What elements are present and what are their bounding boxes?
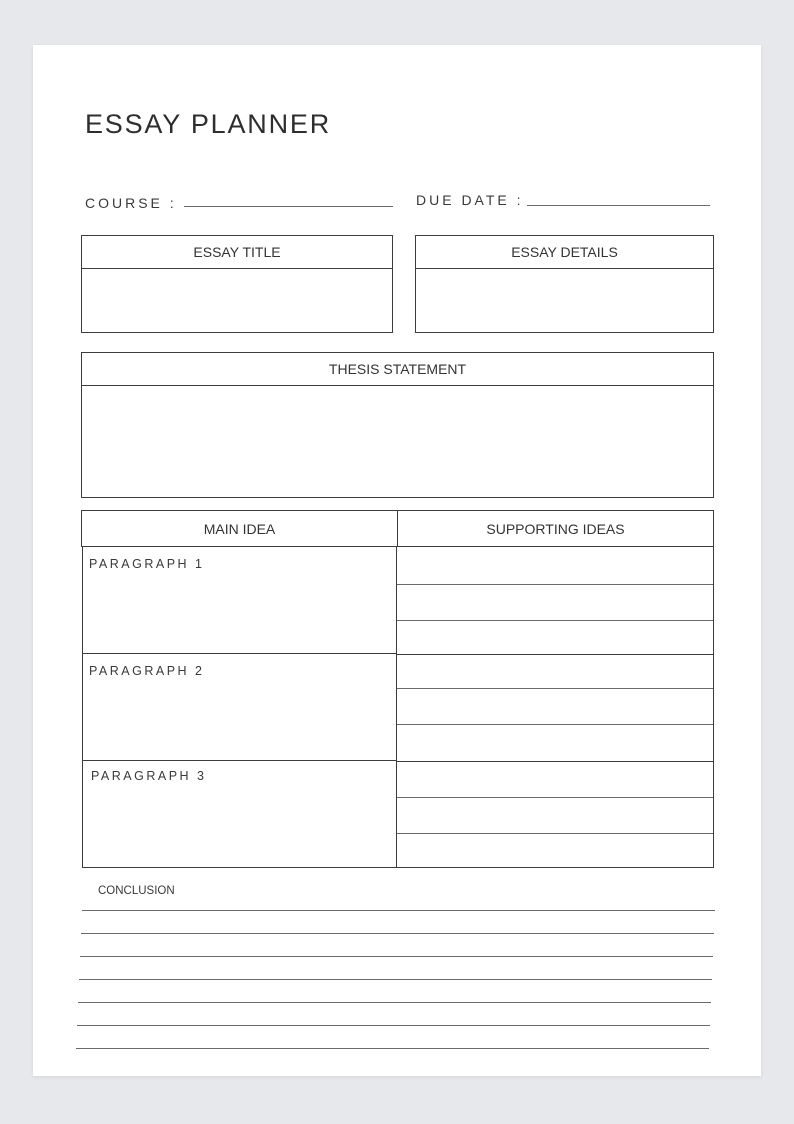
paragraph-2-label: PARAGRAPH 2 [89, 664, 205, 678]
conclusion-line[interactable] [78, 1002, 711, 1003]
supporting-idea-line[interactable] [397, 584, 713, 585]
thesis-statement-header: THESIS STATEMENT [82, 353, 713, 386]
essay-details-field[interactable] [416, 269, 713, 332]
main-idea-header-box [81, 510, 398, 547]
due-date-label: DUE DATE : [416, 192, 524, 208]
essay-title-box [81, 235, 393, 333]
conclusion-line[interactable] [79, 979, 712, 980]
thesis-statement-field[interactable] [82, 386, 713, 496]
conclusion-line[interactable] [82, 910, 715, 911]
supporting-idea-line[interactable] [397, 654, 713, 655]
essay-title-header: ESSAY TITLE [82, 236, 392, 269]
main-idea-header: MAIN IDEA [203, 520, 276, 537]
conclusion-line[interactable] [81, 933, 714, 934]
page-title: ESSAY PLANNER [85, 109, 331, 139]
conclusion-line[interactable] [77, 1025, 710, 1026]
supporting-idea-line[interactable] [397, 797, 713, 798]
essay-details-box [415, 235, 714, 333]
due-date-input-line[interactable] [527, 205, 710, 206]
paragraph-1-label: PARAGRAPH 1 [89, 557, 205, 571]
supporting-ideas-grid [396, 546, 714, 868]
supporting-idea-line[interactable] [397, 833, 713, 834]
course-input-line[interactable] [184, 206, 393, 207]
supporting-idea-line[interactable] [397, 761, 713, 762]
conclusion-label: CONCLUSION [98, 885, 175, 897]
supporting-ideas-header: SUPPORTING IDEAS [486, 520, 625, 537]
essay-title-field[interactable] [82, 269, 392, 332]
paragraph-3-label: PARAGRAPH 3 [91, 769, 207, 783]
supporting-idea-line[interactable] [397, 724, 713, 725]
conclusion-line[interactable] [80, 956, 713, 957]
essay-details-header: ESSAY DETAILS [416, 236, 713, 269]
thesis-statement-box [81, 352, 714, 498]
paragraph-1-main-idea-box[interactable] [82, 546, 397, 654]
planner-sheet [33, 45, 761, 1076]
supporting-idea-line[interactable] [397, 688, 713, 689]
paragraph-2-main-idea-box[interactable] [82, 653, 397, 761]
supporting-ideas-header-box [397, 510, 714, 547]
paragraph-3-main-idea-box[interactable] [82, 760, 397, 868]
conclusion-line[interactable] [76, 1048, 709, 1049]
course-label: COURSE : [85, 195, 177, 211]
supporting-idea-line[interactable] [397, 620, 713, 621]
